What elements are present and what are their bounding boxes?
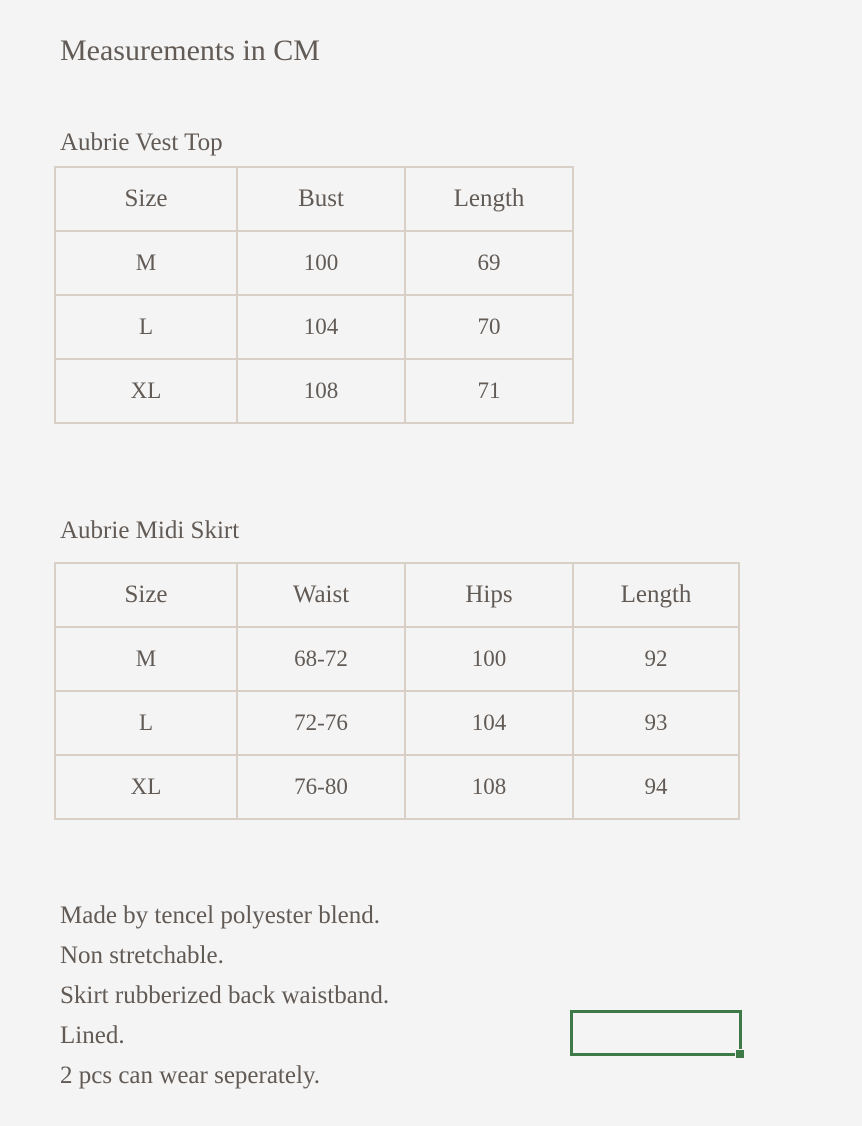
table-cell[interactable]: 76-80 [237,755,405,819]
header-cell[interactable]: Waist [237,563,405,627]
table-cell[interactable]: 71 [405,359,573,423]
product-notes [60,896,389,1096]
header-cell[interactable]: Size [55,167,237,231]
vest-table-title: Aubrie Vest Top [60,129,223,156]
table-cell[interactable]: 68-72 [237,627,405,691]
table-row [55,231,573,295]
table-cell[interactable]: 94 [573,755,739,819]
table-cell[interactable]: XL [55,359,237,423]
vest-size-table [54,166,574,424]
note-line[interactable]: 2 pcs can wear seperately. [60,1062,321,1089]
header-cell[interactable]: Length [573,563,739,627]
table-cell[interactable]: 104 [237,295,405,359]
table-row [55,359,573,423]
table-cell[interactable]: 72-76 [237,691,405,755]
skirt-size-table [54,562,740,820]
note-line[interactable]: Skirt rubberized back waistband. [60,982,390,1009]
note-line[interactable]: Made by tencel polyester blend. [60,902,381,929]
table-cell[interactable]: 70 [405,295,573,359]
table-cell[interactable]: 104 [405,691,573,755]
note-line[interactable]: Lined. [60,1022,125,1049]
selected-cell-outline[interactable] [570,1010,742,1056]
table-cell[interactable]: 108 [237,359,405,423]
table-cell[interactable]: M [55,231,237,295]
table-cell[interactable]: L [55,691,237,755]
table-cell[interactable]: 100 [237,231,405,295]
header-cell[interactable]: Size [55,563,237,627]
table-cell[interactable]: 108 [405,755,573,819]
header-cell[interactable]: Hips [405,563,573,627]
header-cell[interactable]: Bust [237,167,405,231]
skirt-table-title: Aubrie Midi Skirt [60,517,240,544]
table-cell[interactable]: 100 [405,627,573,691]
table-row [55,627,739,691]
table-cell[interactable]: 92 [573,627,739,691]
table-cell[interactable]: 93 [573,691,739,755]
table-cell[interactable]: M [55,627,237,691]
table-cell[interactable]: XL [55,755,237,819]
table-row [55,755,739,819]
note-line[interactable]: Non stretchable. [60,942,224,969]
header-cell[interactable]: Length [405,167,573,231]
table-row [55,691,739,755]
table-cell[interactable]: 69 [405,231,573,295]
table-header-row [55,167,573,231]
table-header-row [55,563,739,627]
fill-handle[interactable] [735,1049,745,1059]
page-title: Measurements in CM [60,34,320,67]
table-row [55,295,573,359]
table-cell[interactable]: L [55,295,237,359]
